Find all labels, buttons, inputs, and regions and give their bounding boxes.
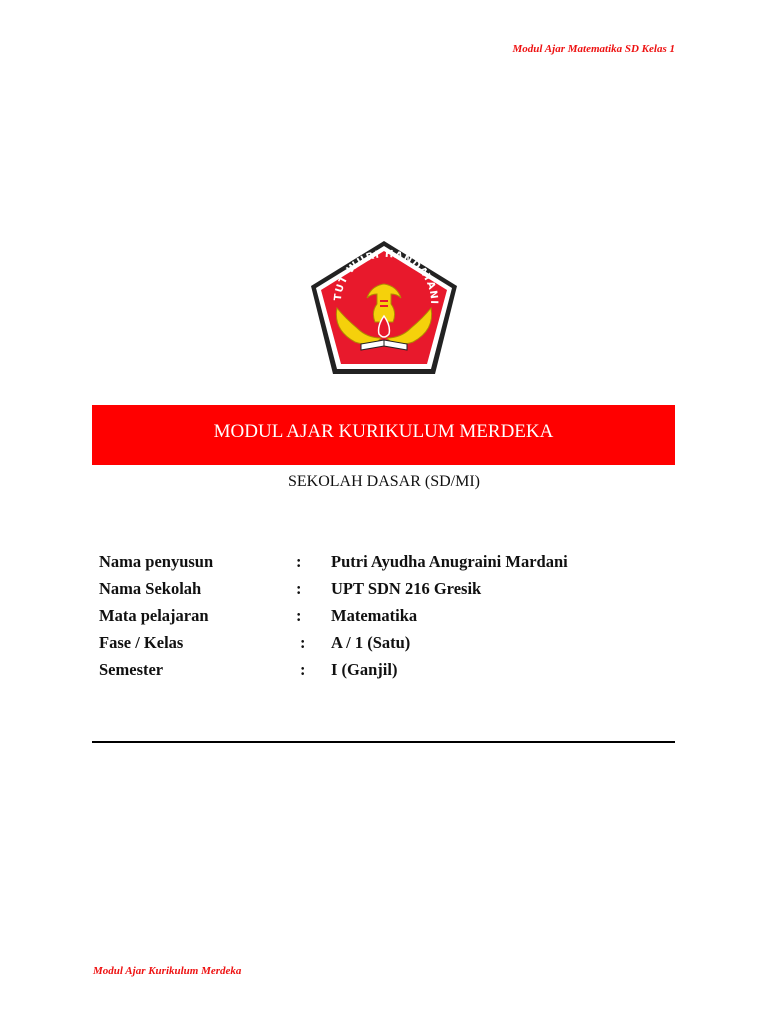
info-colon: : (296, 552, 302, 571)
running-header: Modul Ajar Matematika SD Kelas 1 (512, 43, 675, 55)
cover-title: MODUL AJAR KURIKULUM MERDEKA (213, 421, 554, 442)
info-value: I (Ganjil) (331, 660, 398, 679)
info-value: A / 1 (Satu) (331, 633, 411, 652)
info-value: Putri Ayudha Anugraini Mardani (331, 552, 568, 571)
info-label: Nama Sekolah (99, 579, 202, 598)
cover-subtitle: SEKOLAH DASAR (SD/MI) (287, 473, 480, 490)
info-colon: : (296, 579, 302, 598)
info-colon: : (296, 606, 302, 625)
info-row-semester (99, 660, 659, 687)
info-label: Semester (99, 660, 164, 679)
horizontal-rule (92, 741, 675, 743)
info-value: Matematika (331, 606, 418, 625)
info-label: Mata pelajaran (99, 606, 209, 625)
info-label: Nama penyusun (99, 552, 214, 571)
tut-wuri-handayani-logo-icon (307, 238, 461, 378)
info-label: Fase / Kelas (99, 633, 184, 652)
info-row-fase (99, 633, 659, 660)
info-value: UPT SDN 216 Gresik (331, 579, 482, 598)
cover-title-band (92, 405, 675, 465)
info-colon: : (300, 660, 306, 679)
running-footer: Modul Ajar Kurikulum Merdeka (93, 965, 242, 977)
author-info-table (99, 552, 659, 687)
info-row-sekolah (99, 579, 659, 606)
info-colon: : (300, 633, 306, 652)
info-row-mapel (99, 606, 659, 633)
info-row-penyusun (99, 552, 659, 579)
svg-text:TUT WURI HANDAYANI: TUT WURI HANDAYANI (332, 248, 440, 306)
